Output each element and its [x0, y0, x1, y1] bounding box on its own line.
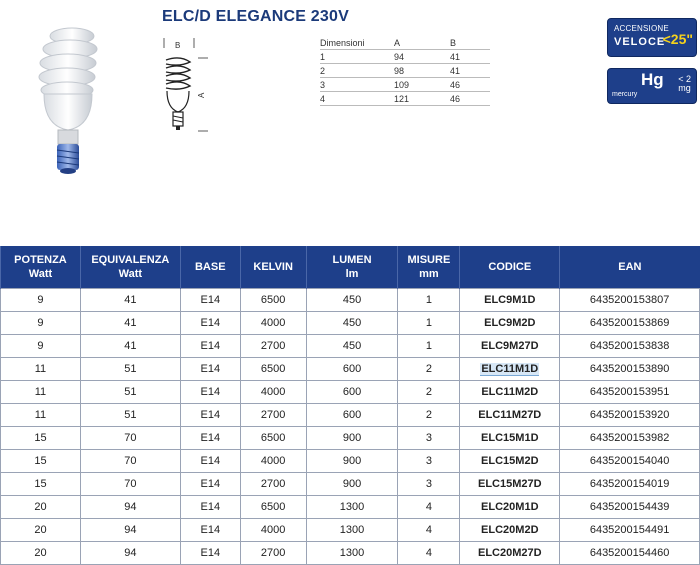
table-cell: 6435200153920: [560, 404, 700, 427]
table-cell: 450: [306, 312, 398, 335]
table-cell: 3: [398, 473, 460, 496]
cfl-bulb-image: [34, 22, 114, 187]
table-cell: 6500: [240, 427, 306, 450]
table-cell: E14: [180, 404, 240, 427]
table-cell: 6435200153890: [560, 358, 700, 381]
product-code-cell: ELC15M27D: [460, 473, 560, 496]
badge-lt: < 2: [678, 74, 691, 84]
table-cell: 20: [1, 496, 81, 519]
table-cell: 94: [80, 519, 180, 542]
table-cell: 600: [306, 381, 398, 404]
product-code-cell: ELC20M1D: [460, 496, 560, 519]
table-cell: 1300: [306, 496, 398, 519]
badge-accensione-label: ACCENSIONE: [614, 24, 669, 33]
badge-veloce-label: VELOCE: [614, 36, 666, 48]
product-code-cell: ELC11M27D: [460, 404, 560, 427]
dim-header: A: [394, 37, 450, 50]
table-cell: 2700: [240, 335, 306, 358]
table-cell: 9: [1, 312, 81, 335]
table-row[interactable]: [1, 519, 700, 542]
table-cell: 450: [306, 335, 398, 358]
table-cell: 2: [398, 358, 460, 381]
table-cell: 70: [80, 427, 180, 450]
dim-cell: 1: [320, 50, 394, 64]
table-cell: 20: [1, 542, 81, 565]
table-cell: 1300: [306, 542, 398, 565]
table-row[interactable]: [1, 335, 700, 358]
table-cell: 41: [80, 335, 180, 358]
table-cell: 2700: [240, 404, 306, 427]
dim-cell: 41: [450, 64, 490, 78]
table-cell: 600: [306, 404, 398, 427]
table-row[interactable]: [1, 289, 700, 312]
table-cell: 51: [80, 381, 180, 404]
table-cell: 11: [1, 381, 81, 404]
table-row[interactable]: [1, 404, 700, 427]
table-cell: 11: [1, 404, 81, 427]
product-code-cell: ELC11M2D: [460, 381, 560, 404]
table-cell: 6435200154491: [560, 519, 700, 542]
column-header-base[interactable]: BASE: [180, 246, 240, 289]
table-cell: 6435200154040: [560, 450, 700, 473]
badge-mg-label: [678, 75, 691, 93]
badge-hg-label: Hg: [641, 70, 664, 89]
dim-cell: 41: [450, 50, 490, 64]
dim-cell: 2: [320, 64, 394, 78]
product-code-cell: ELC15M2D: [460, 450, 560, 473]
dim-cell: 109: [394, 78, 450, 92]
table-row[interactable]: [1, 427, 700, 450]
table-cell: E14: [180, 496, 240, 519]
product-code-cell: [460, 358, 560, 381]
mercury-badge: [607, 68, 697, 104]
dim-cell: 46: [450, 78, 490, 92]
table-cell: 3: [398, 427, 460, 450]
badge-mg: mg: [678, 83, 691, 93]
page-title: ELC/D ELEGANCE 230V: [162, 8, 349, 25]
dim-cell: 94: [394, 50, 450, 64]
dimension-b-label: B: [175, 41, 181, 50]
table-cell: 9: [1, 335, 81, 358]
table-cell: 41: [80, 312, 180, 335]
table-row[interactable]: [1, 358, 700, 381]
dim-cell: 121: [394, 92, 450, 106]
dim-header: Dimensioni: [320, 37, 394, 50]
table-cell: 6435200154019: [560, 473, 700, 496]
table-cell: 6435200154439: [560, 496, 700, 519]
table-cell: E14: [180, 335, 240, 358]
product-code-cell: ELC15M1D: [460, 427, 560, 450]
table-cell: 4: [398, 496, 460, 519]
table-row[interactable]: [1, 473, 700, 496]
selected-code-highlight[interactable]: ELC11M1D: [481, 363, 539, 375]
table-cell: 94: [80, 496, 180, 519]
dimension-diagram: [156, 36, 216, 141]
table-cell: 2: [398, 404, 460, 427]
product-code-cell: ELC9M1D: [460, 289, 560, 312]
table-cell: 4000: [240, 381, 306, 404]
table-cell: 6435200154460: [560, 542, 700, 565]
table-cell: 15: [1, 450, 81, 473]
table-cell: 1: [398, 289, 460, 312]
table-cell: E14: [180, 312, 240, 335]
dim-cell: 46: [450, 92, 490, 106]
table-cell: 4000: [240, 312, 306, 335]
table-cell: E14: [180, 427, 240, 450]
table-cell: 51: [80, 404, 180, 427]
table-cell: E14: [180, 542, 240, 565]
table-cell: 1300: [306, 519, 398, 542]
badge-mercury-label: mercury: [612, 91, 638, 98]
table-cell: 6435200153807: [560, 289, 700, 312]
dim-row: [320, 64, 490, 78]
table-cell: 4: [398, 519, 460, 542]
table-cell: 41: [80, 289, 180, 312]
table-cell: 450: [306, 289, 398, 312]
column-header-codice[interactable]: CODICE: [460, 246, 560, 289]
dim-row: [320, 78, 490, 92]
table-row[interactable]: [1, 450, 700, 473]
table-cell: E14: [180, 289, 240, 312]
table-cell: 900: [306, 473, 398, 496]
product-table: [0, 246, 700, 565]
table-cell: 20: [1, 519, 81, 542]
table-cell: 70: [80, 450, 180, 473]
column-header-ean[interactable]: EAN: [560, 246, 700, 289]
table-cell: 4: [398, 542, 460, 565]
table-cell: E14: [180, 358, 240, 381]
table-cell: 70: [80, 473, 180, 496]
table-cell: 15: [1, 473, 81, 496]
table-row[interactable]: [1, 312, 700, 335]
column-header-misure[interactable]: MISURE mm: [398, 246, 460, 289]
dim-row: [320, 92, 490, 106]
table-cell: 6500: [240, 289, 306, 312]
table-cell: 15: [1, 427, 81, 450]
table-cell: 11: [1, 358, 81, 381]
table-cell: 6435200153869: [560, 312, 700, 335]
table-cell: 6500: [240, 358, 306, 381]
dim-cell: 3: [320, 78, 394, 92]
dim-cell: 98: [394, 64, 450, 78]
dim-cell: 4: [320, 92, 394, 106]
table-cell: 6435200153951: [560, 381, 700, 404]
badge-time-label: <25": [662, 31, 693, 47]
table-cell: 1: [398, 335, 460, 358]
table-row[interactable]: [1, 542, 700, 565]
table-cell: 4000: [240, 450, 306, 473]
table-cell: 3: [398, 450, 460, 473]
dim-row: [320, 50, 490, 64]
product-code-cell: ELC9M2D: [460, 312, 560, 335]
table-cell: 600: [306, 358, 398, 381]
table-cell: E14: [180, 381, 240, 404]
table-cell: 6500: [240, 496, 306, 519]
dimension-a-label: A: [197, 92, 206, 98]
column-header-lumen[interactable]: LUMEN lm: [306, 246, 398, 289]
table-cell: 1: [398, 312, 460, 335]
table-cell: E14: [180, 519, 240, 542]
table-cell: 6435200153838: [560, 335, 700, 358]
dimensions-table: [320, 37, 490, 106]
product-code-cell: ELC20M2D: [460, 519, 560, 542]
table-header-row: [1, 246, 700, 289]
table-cell: E14: [180, 473, 240, 496]
table-cell: 6435200153982: [560, 427, 700, 450]
table-cell: 2700: [240, 473, 306, 496]
table-row[interactable]: [1, 381, 700, 404]
table-cell: 51: [80, 358, 180, 381]
column-header-equivalenza[interactable]: EQUIVALENZA Watt: [80, 246, 180, 289]
dim-header: B: [450, 37, 490, 50]
table-cell: 4000: [240, 519, 306, 542]
column-header-kelvin[interactable]: KELVIN: [240, 246, 306, 289]
table-cell: 900: [306, 450, 398, 473]
fast-start-badge: [607, 18, 697, 57]
table-cell: 2: [398, 381, 460, 404]
table-cell: 2700: [240, 542, 306, 565]
table-cell: 900: [306, 427, 398, 450]
table-cell: 9: [1, 289, 81, 312]
table-cell: 94: [80, 542, 180, 565]
table-cell: E14: [180, 450, 240, 473]
product-code-cell: ELC20M27D: [460, 542, 560, 565]
table-row[interactable]: [1, 496, 700, 519]
column-header-potenza[interactable]: POTENZA Watt: [1, 246, 81, 289]
product-code-cell: ELC9M27D: [460, 335, 560, 358]
